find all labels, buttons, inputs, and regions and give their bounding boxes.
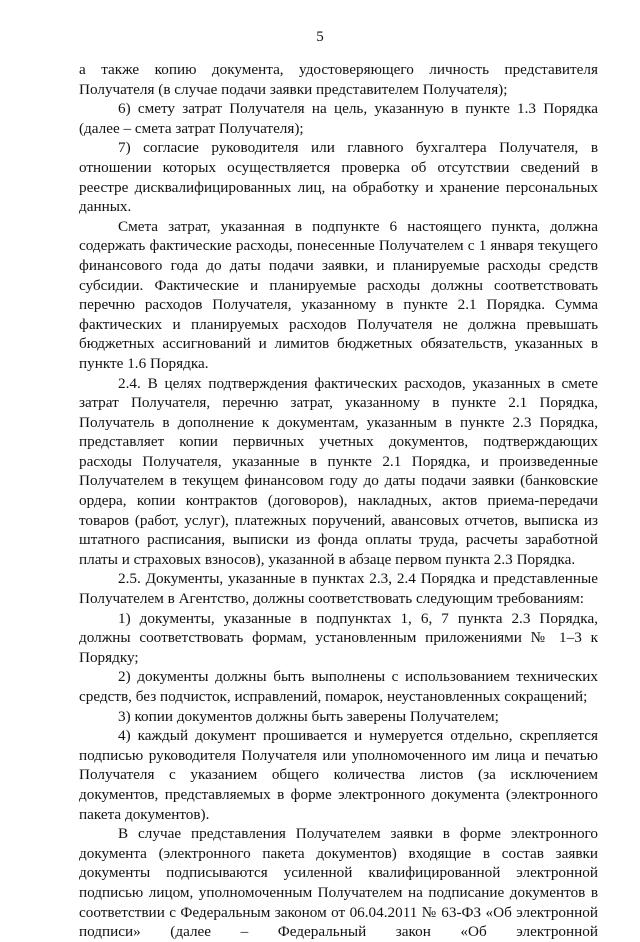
document-body	[79, 60, 598, 942]
paragraph-requirement-3: 3) копии документов должны быть заверены Получателем;	[118, 707, 499, 725]
paragraph-requirement-4: 4) каждый документ прошивается и нумеруется отдельно, скрепляется подписью руководителя Получателя или уполномоченного им лица и печатью Получателя с указанием общего количества листов (за исключением документов, представляемых в форме электронного документа (электронного пакета документов).	[79, 727, 598, 823]
paragraph-consent-item: 7) согласие руководителя или главного бухгалтера Получателя, в отношении которых осуществляется проверка об отсутствии сведений в реестре дисквалифицированных лиц, на обработку и хранение персональных данных.	[79, 139, 598, 216]
paragraph-electronic-submission: В случае представления Получателем заявки в форме электронного документа (электронного пакета документов) входящие в состав заявки документы подписываются усиленной квалифицированной электронной подписью лицом, уполномоченным Получателем на подписание документов в соответствии с Федеральным законом от 06.04.2011 № 63-ФЗ «Об электронной подписи» (далее – Федеральный закон «Об электронной	[79, 825, 598, 941]
page-number: 5	[316, 29, 324, 45]
paragraph-cost-estimate-content: Смета затрат, указанная в подпункте 6 настоящего пункта, должна содержать фактические расходы, понесенные Получателем с 1 января текущего финансового года до даты подачи заявки, и планируемые расходы средств субсидии. Фактические и планируемые расходы должны соответствовать перечню расходов Получателя, указанному в пункте 2.1 Порядка. Сумма фактических и планируемых расходов Получателя не должна превышать бюджетных ассигнований и лимитов бюджетных обязательств, указанных в пункте 1.6 Порядка.	[79, 217, 598, 372]
paragraph-section-2-5: 2.5. Документы, указанные в пунктах 2.3, 2.4 Порядка и представленные Получателем в Агентство, должны соответствовать следующим требованиям:	[79, 570, 598, 608]
paragraph-cost-estimate-item: 6) смету затрат Получателя на цель, указанную в пункте 1.3 Порядка (далее – смета затрат Получателя);	[79, 100, 598, 137]
paragraph-passport-copy: а также копию документа, удостоверяющего личность представителя Получателя (в случае подачи заявки представителем Получателя);	[79, 61, 598, 98]
paragraph-section-2-4: 2.4. В целях подтверждения фактических расходов, указанных в смете затрат Получателя, перечню затрат, указанному в пункте 2.1 Порядка, Получатель в дополнение к документам, указанным в пункте 2.3 Порядка, представляет копии первичных учетных документов, подтверждающих расходы Получателя, указанные в пункте 2.1 Порядка, и произведенные Получателем в текущем финансовом году до даты подачи заявки (банковские ордера, копии контрактов (договоров), накладных, актов приема-передачи товаров (работ, услуг), платежных поручений, авансовых отчетов, выписка из штатного расписания, выписки из фонда оплаты труда, расчеты заработной платы и страховых взносов), указанной в абзаце первом пункта 2.3 Порядка.	[79, 374, 598, 568]
paragraph-requirement-1: 1) документы, указанные в подпунктах 1, 6, 7 пункта 2.3 Порядка, должны соответствовать формам, установленным приложениями № 1–3 к Порядку;	[79, 609, 598, 666]
paragraph-requirement-2: 2) документы должны быть выполнены с использованием технических средств, без подчисток, исправлений, помарок, неустановленных сокращений;	[79, 668, 598, 705]
